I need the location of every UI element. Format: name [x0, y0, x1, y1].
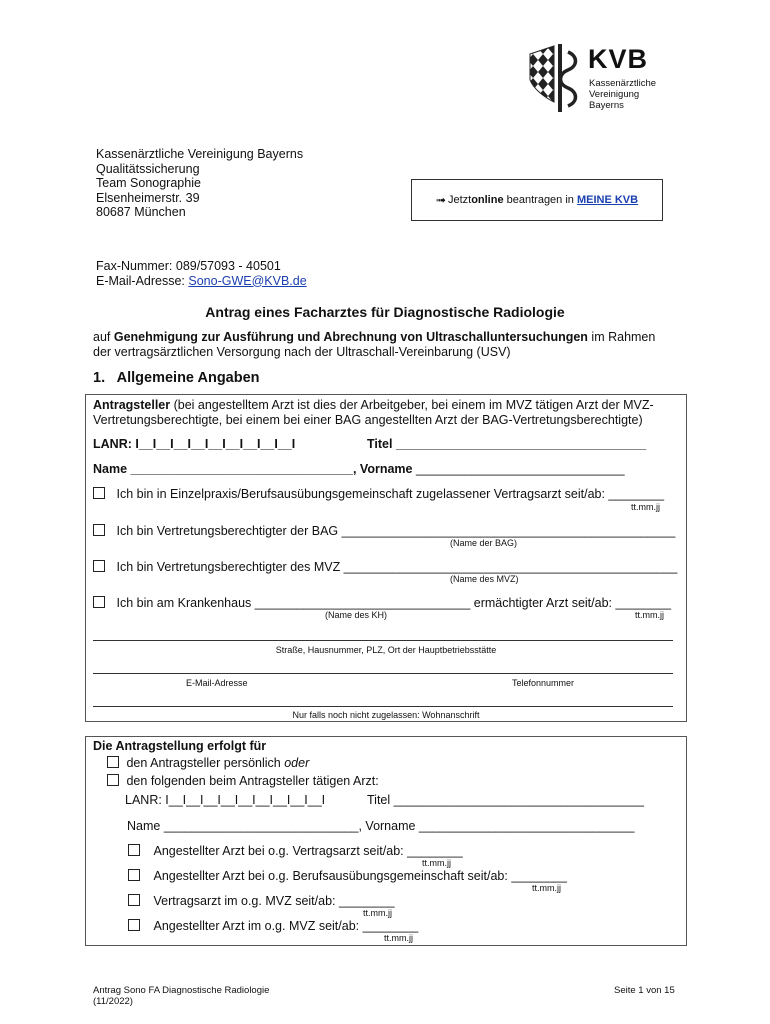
option-other-doctor[interactable] — [107, 774, 379, 788]
checkbox[interactable] — [107, 774, 119, 786]
logo-line2: Vereinigung — [589, 89, 640, 100]
option-label: Angestellter Arzt bei o.g. Berufsausübungsgemeinschaft seit/ab: ________ — [153, 869, 567, 883]
option-label: Ich bin Vertretungsberechtigter der BAG ________________________________________________ — [116, 524, 676, 538]
checkbox[interactable] — [128, 919, 140, 931]
option-bag[interactable] — [93, 524, 675, 538]
applicant-label: Antragsteller — [93, 398, 171, 412]
phone-hint: Telefonnummer — [512, 678, 575, 688]
logo-line1: Kassenärztliche — [589, 78, 657, 89]
email-row — [96, 274, 307, 289]
titel-field[interactable] — [367, 437, 646, 451]
checkbox[interactable] — [107, 756, 119, 768]
date-hint: tt.mm.jj — [422, 858, 451, 868]
applicant-desc2: Vertretungsberechtigte, bei einem bei einer BAG angestellten Arzt der BAG-Vertretungsberechtigte) — [93, 413, 643, 427]
checkbox[interactable] — [93, 524, 105, 536]
email-hint: E-Mail-Adresse — [186, 678, 248, 688]
applicant-desc1: (bei angestelltem Arzt ist dies der Arbeitgeber, bei einem im MVZ tätigen Arzt der MVZ- — [170, 398, 654, 412]
recipient-address — [96, 147, 303, 220]
kh-name-hint: (Name des KH) — [325, 610, 388, 620]
date-hint: tt.mm.jj — [384, 933, 413, 943]
option-label: Ich bin in Einzelpraxis/Berufsausübungsgemeinschaft zugelassener Vertragsarzt seit/ab: ________ — [116, 487, 665, 501]
name-row — [93, 462, 625, 476]
option-label: Ich bin am Krankenhaus _______________________________ ermächtigter Arzt seit/ab: ________ — [116, 596, 672, 610]
kvb-logo — [528, 42, 678, 114]
request-box — [85, 736, 687, 946]
sub-option-mvz-vertragsarzt[interactable] — [128, 894, 395, 908]
sub-option-bag[interactable] — [128, 869, 567, 883]
address-line: Team Sonographie — [96, 176, 201, 190]
option-mvz[interactable] — [93, 560, 677, 574]
section-heading-general: 1. Allgemeine Angaben — [93, 370, 260, 386]
street-input-line[interactable] — [93, 640, 673, 641]
option-or: oder — [284, 756, 310, 770]
checkbox[interactable] — [93, 560, 105, 572]
checkbox[interactable] — [128, 869, 140, 881]
address-line: Qualitätssicherung — [96, 161, 200, 176]
name-field[interactable]: Name ________________________________ — [93, 462, 353, 476]
checkbox[interactable] — [128, 894, 140, 906]
option-krankenhaus[interactable] — [93, 596, 671, 610]
titel-label: Titel ____________________________________ — [367, 437, 647, 451]
checkbox[interactable] — [128, 844, 140, 856]
email-label: E-Mail-Adresse: — [96, 273, 189, 288]
checkbox[interactable] — [93, 596, 105, 608]
online-bold: online — [471, 194, 504, 206]
bavarian-shield-icon — [528, 42, 584, 114]
page-number: Seite 1 von 15 — [614, 985, 675, 996]
bag-name-hint: (Name der BAG) — [450, 538, 518, 548]
vorname-label: , Vorname — [352, 462, 413, 476]
logo-line3: Bayerns — [589, 100, 624, 111]
option-label: den Antragsteller persönlich — [126, 756, 285, 770]
intro-suffix: im Rahmen — [587, 330, 656, 344]
home-address-input-line[interactable] — [93, 706, 673, 707]
intro-bold: Genehmigung zur Ausführung und Abrechnung von Ultraschalluntersuchungen — [113, 330, 588, 344]
meine-kvb-link[interactable]: MEINE KVB — [576, 194, 639, 206]
email-link[interactable]: Sono-GWE@KVB.de — [188, 273, 307, 288]
date-hint: tt.mm.jj — [363, 908, 392, 918]
street-hint: Straße, Hausnummer, PLZ, Ort der Hauptbetriebsstätte — [275, 645, 497, 655]
option-label: Vertragsarzt im o.g. MVZ seit/ab: ________ — [153, 894, 395, 908]
option-personal[interactable] — [107, 756, 309, 770]
online-prefix: Jetzt — [447, 194, 472, 206]
doctor-name-field[interactable]: Name ____________________________, Vorname _______________________________ — [127, 819, 635, 833]
intro-prefix: auf — [93, 330, 114, 344]
doctor-lanr-field[interactable]: LANR: I__I__I__I__I__I__I__I__I__I — [125, 793, 326, 807]
document-title: Antrag eines Facharztes für Diagnostische Radiologie — [205, 304, 565, 320]
option-label: Angestellter Arzt im o.g. MVZ seit/ab: ________ — [153, 919, 419, 933]
date-hint: tt.mm.jj — [532, 883, 561, 893]
date-hint: tt.mm.jj — [631, 502, 660, 512]
address-line: Elsenheimerstr. 39 — [96, 190, 200, 205]
intro-line2: der vertragsärztlichen Versorgung nach der Ultraschall-Vereinbarung (USV) — [93, 344, 511, 359]
sub-option-mvz-angestellt[interactable] — [128, 919, 418, 933]
mvz-name-hint: (Name des MVZ) — [450, 574, 519, 584]
contact-block — [96, 259, 307, 288]
arrow-right-icon: ➟ — [435, 193, 446, 207]
lanr-field[interactable]: LANR: I__I__I__I__I__I__I__I__I__I — [93, 437, 296, 451]
logo-abbr: KVB — [588, 44, 649, 74]
address-line: 80687 München — [96, 205, 186, 219]
footer-doc-name: Antrag Sono FA Diagnostische Radiologie — [93, 985, 270, 996]
checkbox[interactable] — [93, 487, 105, 499]
option-label: Angestellter Arzt bei o.g. Vertragsarzt seit/ab: ________ — [153, 844, 463, 858]
footer-left — [93, 985, 269, 1007]
footer-version: (11/2022) — [93, 996, 133, 1007]
request-heading: Die Antragstellung erfolgt für — [93, 739, 267, 753]
online-middle: beantragen in — [503, 194, 577, 206]
option-label: den folgenden beim Antragsteller tätigen Arzt: — [126, 774, 379, 788]
sub-option-vertragsarzt[interactable] — [128, 844, 463, 858]
online-application-box — [411, 179, 663, 221]
fax-number: Fax-Nummer: 089/57093 - 40501 — [96, 259, 281, 273]
option-einzelpraxis[interactable] — [93, 487, 664, 501]
applicant-box — [85, 394, 687, 722]
address-line: Kassenärztliche Vereinigung Bayerns — [96, 147, 304, 161]
email-phone-input-line[interactable] — [93, 673, 673, 674]
option-label: Ich bin Vertretungsberechtigter des MVZ ________________________________________________ — [116, 560, 678, 574]
vorname-field[interactable]: ______________________________ — [412, 462, 625, 476]
date-hint: tt.mm.jj — [635, 610, 664, 620]
intro-text — [93, 330, 683, 359]
home-address-hint: Nur falls noch nicht zugelassen: Wohnanschrift — [292, 710, 480, 720]
doctor-titel-field[interactable]: Titel ____________________________________ — [367, 793, 644, 807]
